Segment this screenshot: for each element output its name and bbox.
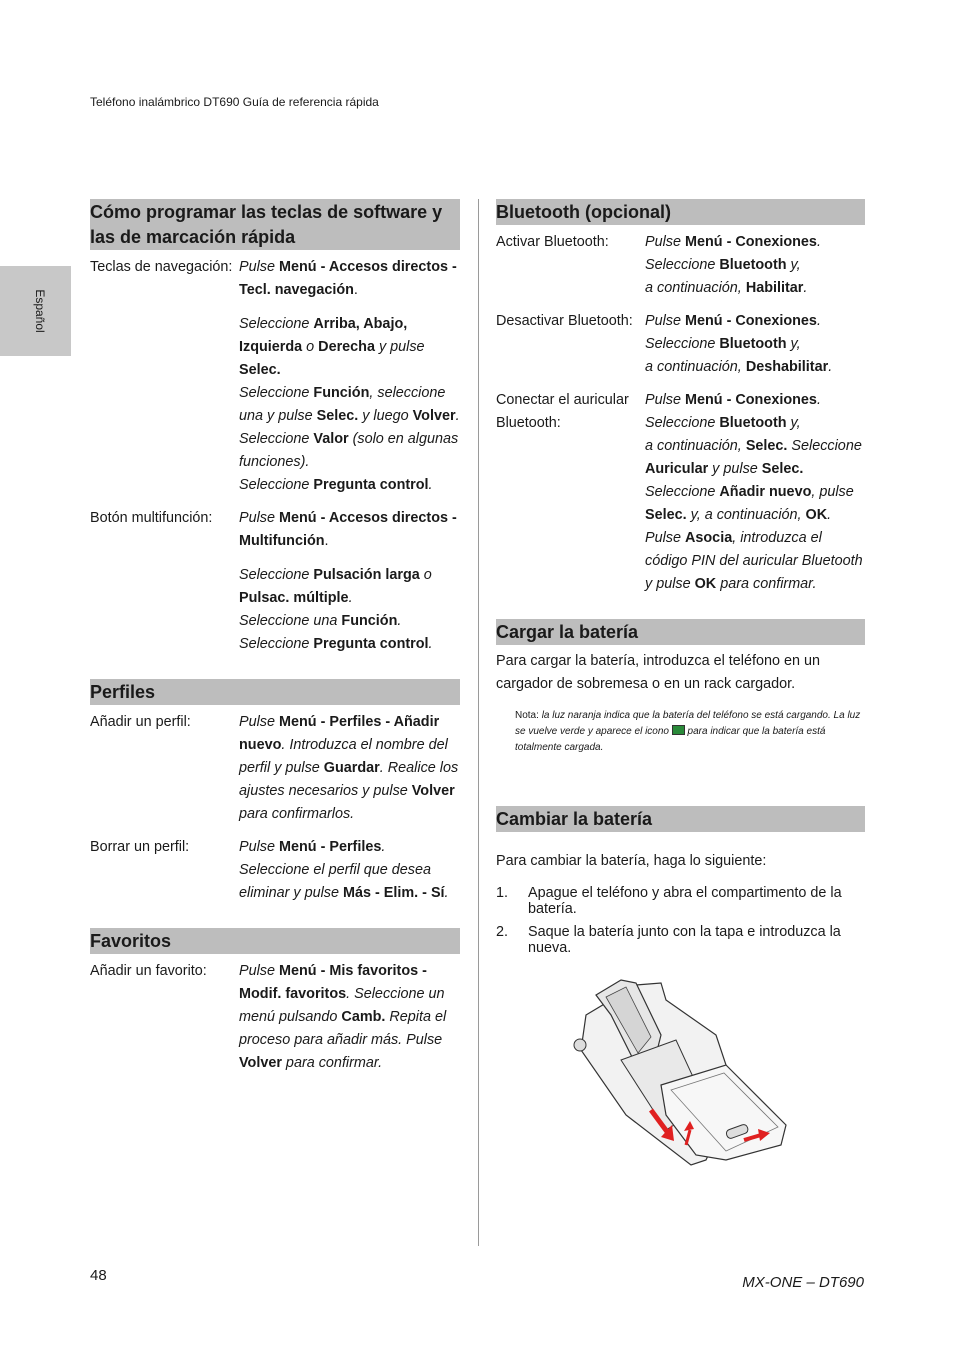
column-divider: [478, 199, 479, 1246]
value-bt-on: Pulse Menú - Conexiones. Seleccione Bluetooth y, a continuación, Habilitar.: [645, 234, 821, 296]
note-prefix: Nota:: [515, 710, 539, 721]
charge-note: [496, 708, 865, 756]
row-delete-profile: [90, 836, 460, 905]
running-header: Teléfono inalámbrico DT690 Guía de referencia rápida: [90, 95, 379, 109]
section-title-softkeys: Cómo programar las teclas de software y las de marcación rápida: [90, 199, 460, 250]
row-multifunction: [90, 507, 460, 656]
row-bt-connect: [496, 389, 865, 596]
section-title-change: Cambiar la batería: [496, 806, 865, 832]
change-intro: Para cambiar la batería, haga lo siguiente:: [496, 853, 767, 869]
language-tab-label: Español: [33, 289, 47, 333]
label-bt-off: Desactivar Bluetooth:: [496, 313, 633, 329]
section-title-favorites: Favoritos: [90, 928, 460, 954]
row-bt-off: [496, 310, 865, 379]
charge-body: Para cargar la batería, introduzca el teléfono en un cargador de sobremesa o en un rack cargador.: [496, 653, 820, 692]
value-nav-keys: Pulse Menú - Accesos directos - Tecl. navegación. Seleccione Arriba, Abajo, Izquierda o Derecha y pulse Selec. Seleccione Función, seleccione una y pulse Selec. y luego Volver. Seleccione Valor (solo en algunas funciones). Seleccione Pregunta control.: [239, 259, 460, 493]
note-text-a: la luz naranja indica que la batería del teléfono se está cargando. La luz se vuelve verde y aparece el icono: [515, 710, 861, 737]
label-bt-on: Activar Bluetooth:: [496, 234, 609, 250]
value-multifunction: Pulse Menú - Accesos directos - Multifunción. Seleccione Pulsación larga o Pulsac. múltiple. Seleccione una Función. Seleccione Pregunta control.: [239, 510, 457, 652]
row-nav-keys: [90, 256, 460, 497]
step-item: [496, 924, 865, 956]
change-steps: [496, 885, 865, 956]
right-column: [496, 199, 865, 963]
label-nav-keys: Teclas de navegación:: [90, 259, 233, 275]
step-number: 1.: [496, 885, 509, 901]
label-add-favorite: Añadir un favorito:: [90, 963, 207, 979]
step-text: Apague el teléfono y abra el compartimento de la batería.: [528, 885, 842, 917]
step-number: 2.: [496, 924, 509, 940]
value-bt-off: Pulse Menú - Conexiones. Seleccione Bluetooth y, a continuación, Deshabilitar.: [645, 313, 833, 375]
section-title-bluetooth: Bluetooth (opcional): [496, 199, 865, 225]
step-item: [496, 885, 865, 917]
left-column: [90, 199, 460, 1075]
language-tab: [0, 266, 71, 356]
footer-model: MX-ONE – DT690: [742, 1274, 864, 1291]
section-title-profiles: Perfiles: [90, 679, 460, 705]
row-add-favorite: [90, 960, 460, 1075]
label-delete-profile: Borrar un perfil:: [90, 839, 190, 855]
battery-replacement-illustration: [566, 975, 792, 1167]
row-add-profile: [90, 711, 460, 826]
value-add-favorite: Pulse Menú - Mis favoritos - Modif. favoritos. Seleccione un menú pulsando Camb. Repita el proceso para añadir más. Pulse Volver para confirmar.: [239, 963, 447, 1071]
note-text-b: para indicar que la batería está totalmente cargada.: [515, 726, 826, 753]
page-number: 48: [90, 1267, 107, 1284]
label-add-profile: Añadir un perfil:: [90, 714, 191, 730]
step-text: Saque la batería junto con la tapa e introduzca la nueva.: [528, 924, 841, 956]
label-multifunction: Botón multifunción:: [90, 510, 213, 526]
value-delete-profile: Pulse Menú - Perfiles. Seleccione el perfil que desea eliminar y pulse Más - Elim. - Sí.: [239, 839, 449, 901]
section-title-charge: Cargar la batería: [496, 619, 865, 645]
battery-full-icon: [672, 725, 685, 735]
row-bt-on: [496, 231, 865, 300]
value-add-profile: Pulse Menú - Perfiles - Añadir nuevo. Introduzca el nombre del perfil y pulse Guardar. Realice los ajustes necesarios y pulse Volver para confirmarlos.: [239, 714, 459, 822]
label-bt-connect: Conectar el auricular Bluetooth:: [496, 392, 629, 431]
value-bt-connect: Pulse Menú - Conexiones. Seleccione Bluetooth y, a continuación, Selec. Seleccione Auricular y pulse Selec. Seleccione Añadir nuevo, pulse Selec. y, a continuación, OK. Pulse Asocia, introduzca el código PIN del auricular Bluetooth y pulse OK para confirmar.: [645, 392, 863, 592]
